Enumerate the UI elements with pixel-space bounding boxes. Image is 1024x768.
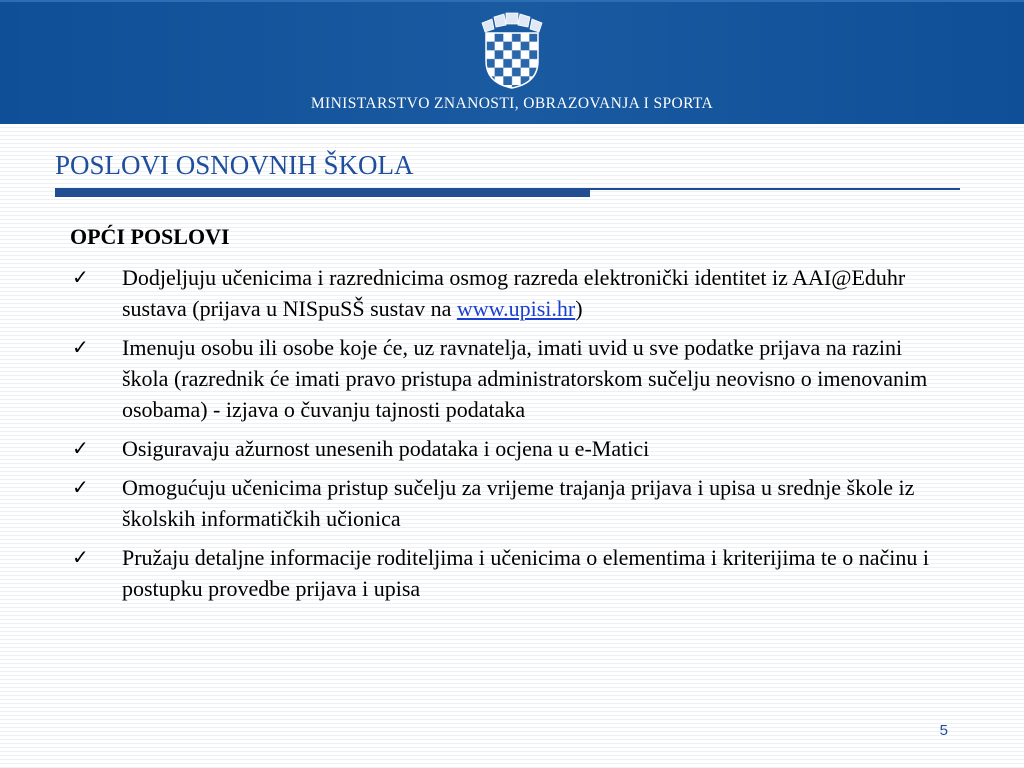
list-item-text-end: ) [575, 296, 583, 321]
list-item-text: Pružaju detaljne informacije roditeljima i učenicima o elementima i kriterijima te o načinu i postupku provedbe prijava i upisa [122, 545, 929, 601]
list-item-text: Dodjeljuju učenicima i razrednicima osmog razreda elektronički identitet iz AAI@Eduhr sustava (prijava u NISpuSŠ sustav na [122, 265, 906, 321]
section-heading: OPĆI POSLOVI [70, 224, 230, 249]
checkmark-icon: ✓ [72, 265, 89, 289]
checkmark-icon: ✓ [72, 436, 89, 460]
list-item [68, 433, 948, 464]
bullet-list [68, 262, 948, 612]
ministry-name: MINISTARSTVO ZNANOSTI, OBRAZOVANJA I SPORTA [310, 95, 714, 112]
slide-title: POSLOVI OSNOVNIH ŠKOLA [55, 150, 414, 180]
title-underline-thick [55, 188, 590, 197]
upisi-link[interactable]: www.upisi.hr [456, 296, 576, 321]
checkmark-icon: ✓ [72, 545, 89, 569]
page-number: 5 [939, 722, 948, 739]
checkmark-icon: ✓ [72, 475, 89, 499]
list-item [68, 332, 948, 425]
croatian-coat-of-arms-icon [480, 9, 544, 89]
list-item-text: Omogućuju učenicima pristup sučelju za vrijeme trajanja prijava i upisa u srednje škole iz školskih informatičkih učionica [122, 475, 915, 531]
list-item-text: Osiguravaju ažurnost unesenih podataka i ocjena u e-Matici [122, 436, 650, 461]
title-underline-thin [590, 188, 960, 190]
list-item [68, 542, 948, 604]
header-banner [0, 0, 1024, 124]
checkmark-icon: ✓ [72, 335, 89, 359]
list-item [68, 262, 948, 324]
list-item-text: Imenuju osobu ili osobe koje će, uz ravnatelja, imati uvid u sve podatke prijava na razini škola (razrednik će imati pravo pristupa administratorskom sučelju neovisno o imenovanim osobama) - izjava o čuvanju tajnosti podataka [122, 335, 928, 422]
list-item [68, 472, 948, 534]
